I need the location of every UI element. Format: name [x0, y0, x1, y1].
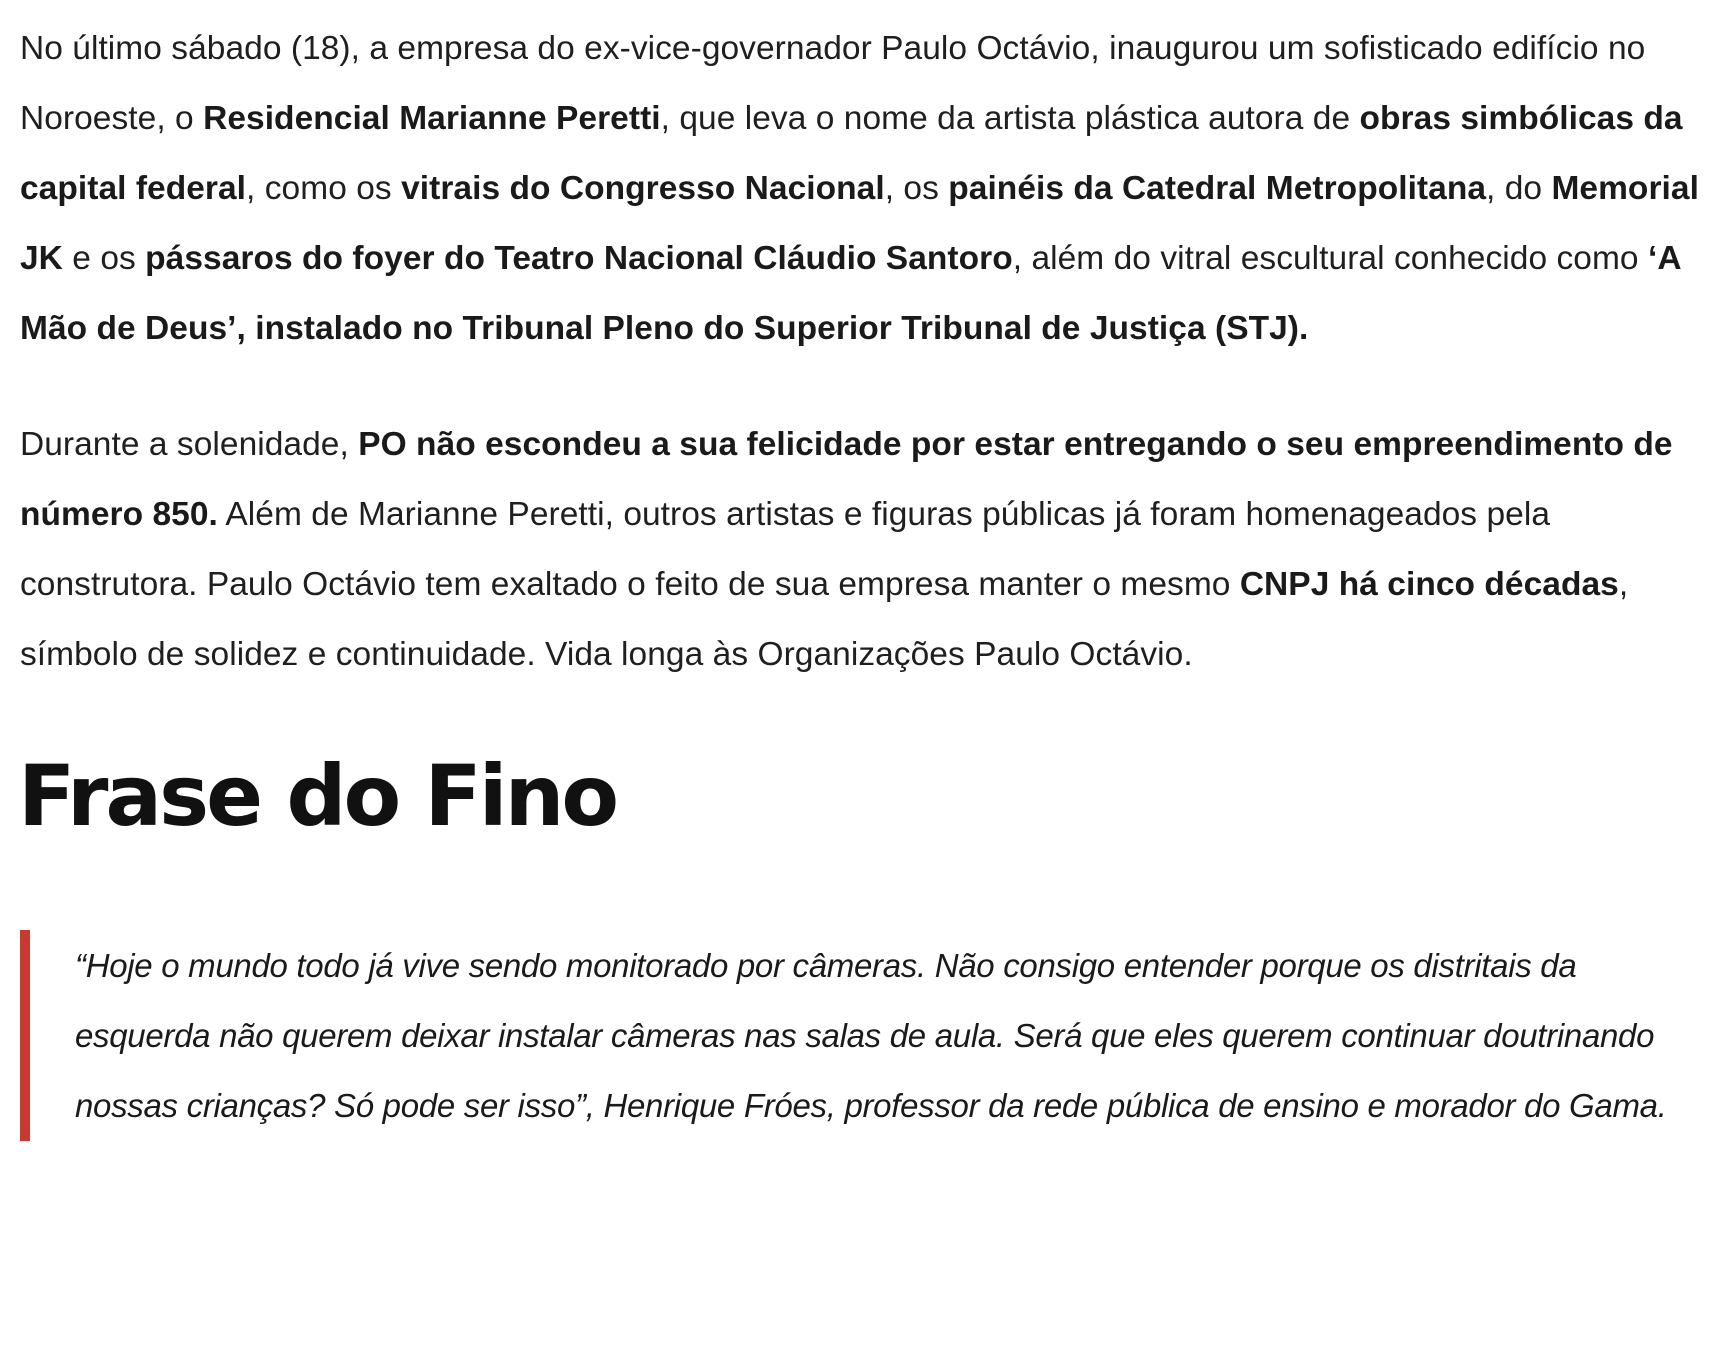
paragraph-text: Durante a solenidade,	[20, 426, 359, 463]
bold-highlight: ‘A Mão de Deus’, instalado no Tribunal Pleno do Superior Tribunal de Justiça (STJ).	[20, 240, 1681, 347]
quote-text: “Hoje o mundo todo já vive sendo monitorado por câmeras. Não consigo entender porque os distritais da esquerda não querem deixar instalar câmeras nas salas de aula. Será que eles querem continuar doutrinando nossas crianças? Só pode ser isso”, Henrique Fróes, professor da rede pública de ensino e morador do Gama.	[75, 947, 1667, 1124]
bold-highlight: painéis da Catedral Metropolitana	[948, 170, 1487, 207]
paragraph-text: , como os	[246, 170, 402, 207]
section-heading: Frase do Fino	[18, 747, 617, 845]
article-paragraph-2	[20, 410, 1720, 690]
bold-highlight: CNPJ há cinco décadas	[1239, 566, 1619, 603]
paragraph-text: No último sábado (18), a empresa do ex-vice-governador Paulo Octávio, inaugurou um sofisticado edifício no Noroeste, o	[20, 30, 1646, 137]
paragraph-text: Além de Marianne Peretti, outros artistas e figuras públicas já foram homenageados pela construtora. Paulo Octávio tem exaltado o feito de sua empresa manter o mesmo	[20, 496, 1551, 603]
paragraph-text: , do	[1486, 170, 1552, 207]
bold-highlight: PO não escondeu a sua felicidade por estar entregando o seu empreendimento de número 850.	[20, 426, 1673, 533]
bold-highlight: pássaros do foyer do Teatro Nacional Cláudio Santoro	[145, 240, 1013, 277]
bold-highlight: Memorial JK	[20, 170, 1699, 277]
bold-highlight: vitrais do Congresso Nacional	[401, 170, 885, 207]
paragraph-text: , símbolo de solidez e continuidade. Vida longa às Organizações Paulo Octávio.	[20, 566, 1629, 673]
paragraph-text: , além do vitral escultural conhecido como	[1012, 240, 1648, 277]
article-body	[20, 14, 1720, 1141]
bold-highlight: obras simbólicas da capital federal	[20, 100, 1683, 207]
paragraph-text: , que leva o nome da artista plástica autora de	[660, 100, 1360, 137]
article-paragraph-1	[20, 14, 1720, 364]
bold-highlight: Residencial Marianne Peretti	[203, 100, 661, 137]
paragraph-text: , os	[884, 170, 949, 207]
paragraph-text: e os	[62, 240, 146, 277]
pull-quote	[20, 930, 1720, 1141]
